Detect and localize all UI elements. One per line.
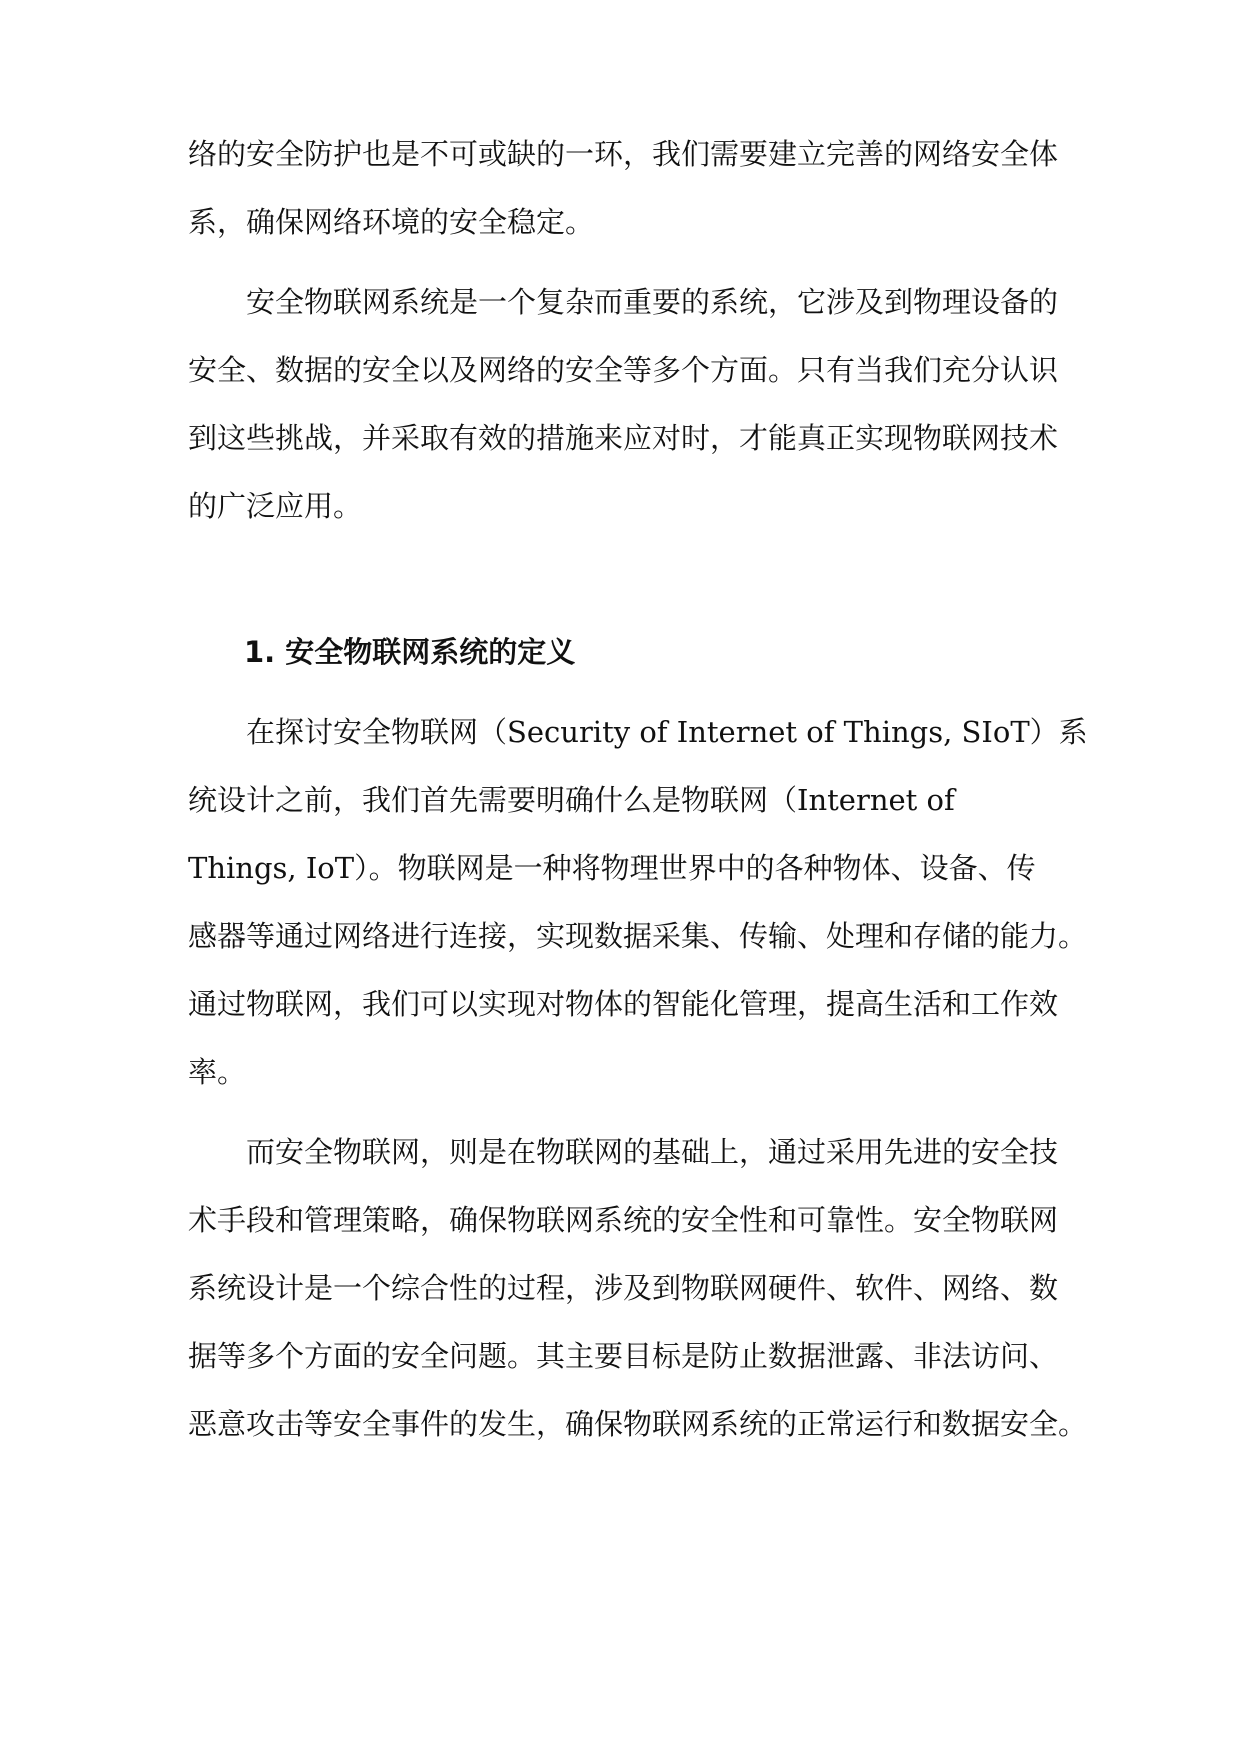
text-line: 到这些挑战，并采取有效的措施来应对时，才能真正实现物联网技术 (188, 421, 1059, 455)
text-line: 的广泛应用。 (188, 489, 363, 523)
text-line: 术手段和管理策略，确保物联网系统的安全性和可靠性。安全物联网 (188, 1203, 1059, 1237)
text-line: 安全物联网系统是一个复杂而重要的系统，它涉及到物理设备的 (246, 285, 1059, 319)
text-line: Things, IoT）。物联网是一种将物理世界中的各种物体、设备、传 (188, 851, 1036, 885)
text-line: 通过物联网，我们可以实现对物体的智能化管理，提高生活和工作效 (188, 987, 1059, 1021)
text-line: 系统设计是一个综合性的过程，涉及到物联网硬件、软件、网络、数 (188, 1271, 1059, 1305)
text-line: 系，确保网络环境的安全稳定。 (188, 205, 595, 239)
text-line: 络的安全防护也是不可或缺的一环，我们需要建立完善的网络安全体 (188, 137, 1059, 171)
text-line: 恶意攻击等安全事件的发生，确保物联网系统的正常运行和数据安全。 (188, 1407, 1088, 1441)
text-line: 而安全物联网，则是在物联网的基础上，通过采用先进的安全技 (246, 1135, 1059, 1169)
text-line: 据等多个方面的安全问题。其主要目标是防止数据泄露、非法访问、 (188, 1339, 1059, 1373)
text-line: 在探讨安全物联网（Security of Internet of Things, SIoT）系 (246, 715, 1088, 749)
section-heading: 1. 安全物联网系统的定义 (244, 635, 576, 669)
text-line: 安全、数据的安全以及网络的安全等多个方面。只有当我们充分认识 (188, 353, 1059, 387)
text-line: 率。 (188, 1055, 247, 1089)
text-line: 统设计之前，我们首先需要明确什么是物联网（Internet of (188, 783, 955, 817)
text-line: 感器等通过网络进行连接，实现数据采集、传输、处理和存储的能力。 (188, 919, 1088, 953)
